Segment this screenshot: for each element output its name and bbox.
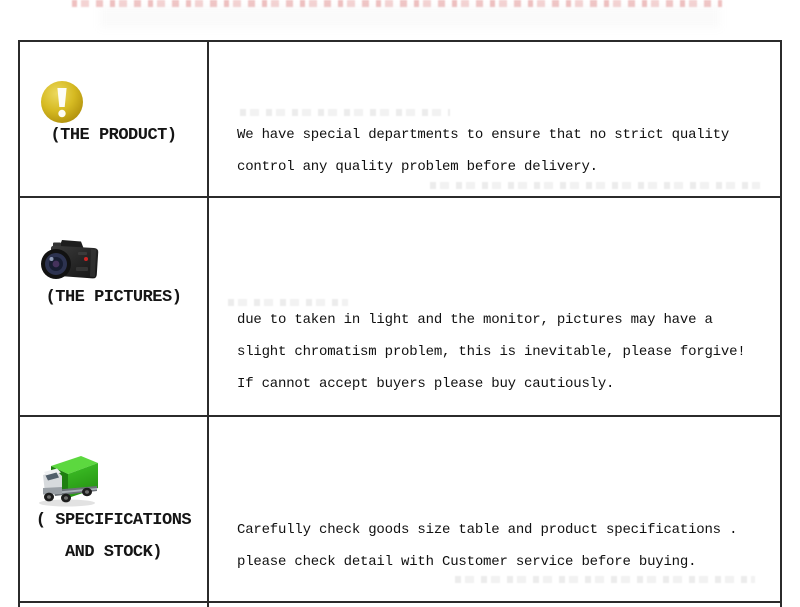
text-line: please check detail with Customer service before buying. <box>237 554 697 570</box>
text-line: slight chromatism problem, this is inevitable, please forgive! <box>237 344 746 360</box>
row-label-pictures: (THE PICTURES) <box>45 288 182 307</box>
row-divider-2 <box>20 415 780 417</box>
background-smudge <box>100 6 720 28</box>
row-divider-3 <box>20 601 780 603</box>
text-line: We have special departments to ensure that no strict quality <box>237 127 730 143</box>
camera-icon <box>36 234 104 293</box>
column-divider <box>207 42 209 607</box>
text-line: If cannot accept buyers please buy cautiously. <box>237 376 615 392</box>
row-text-pictures <box>237 304 770 400</box>
row-divider-1 <box>20 196 780 198</box>
row-label-specifications-line2: AND STOCK) <box>64 543 163 562</box>
text-line: Carefully check goods size table and product specifications . <box>237 522 738 538</box>
row-text-product <box>237 119 770 183</box>
row-label-product: (THE PRODUCT) <box>50 126 177 145</box>
exclamation-icon <box>40 80 84 129</box>
row-text-specifications <box>237 514 770 578</box>
notice-table <box>18 40 782 607</box>
text-line: control any quality problem before delivery. <box>237 159 598 175</box>
row-label-specifications-line1: ( SPECIFICATIONS <box>35 511 192 530</box>
truck-icon <box>35 448 101 513</box>
text-line: due to taken in light and the monitor, pictures may have a <box>237 312 713 328</box>
